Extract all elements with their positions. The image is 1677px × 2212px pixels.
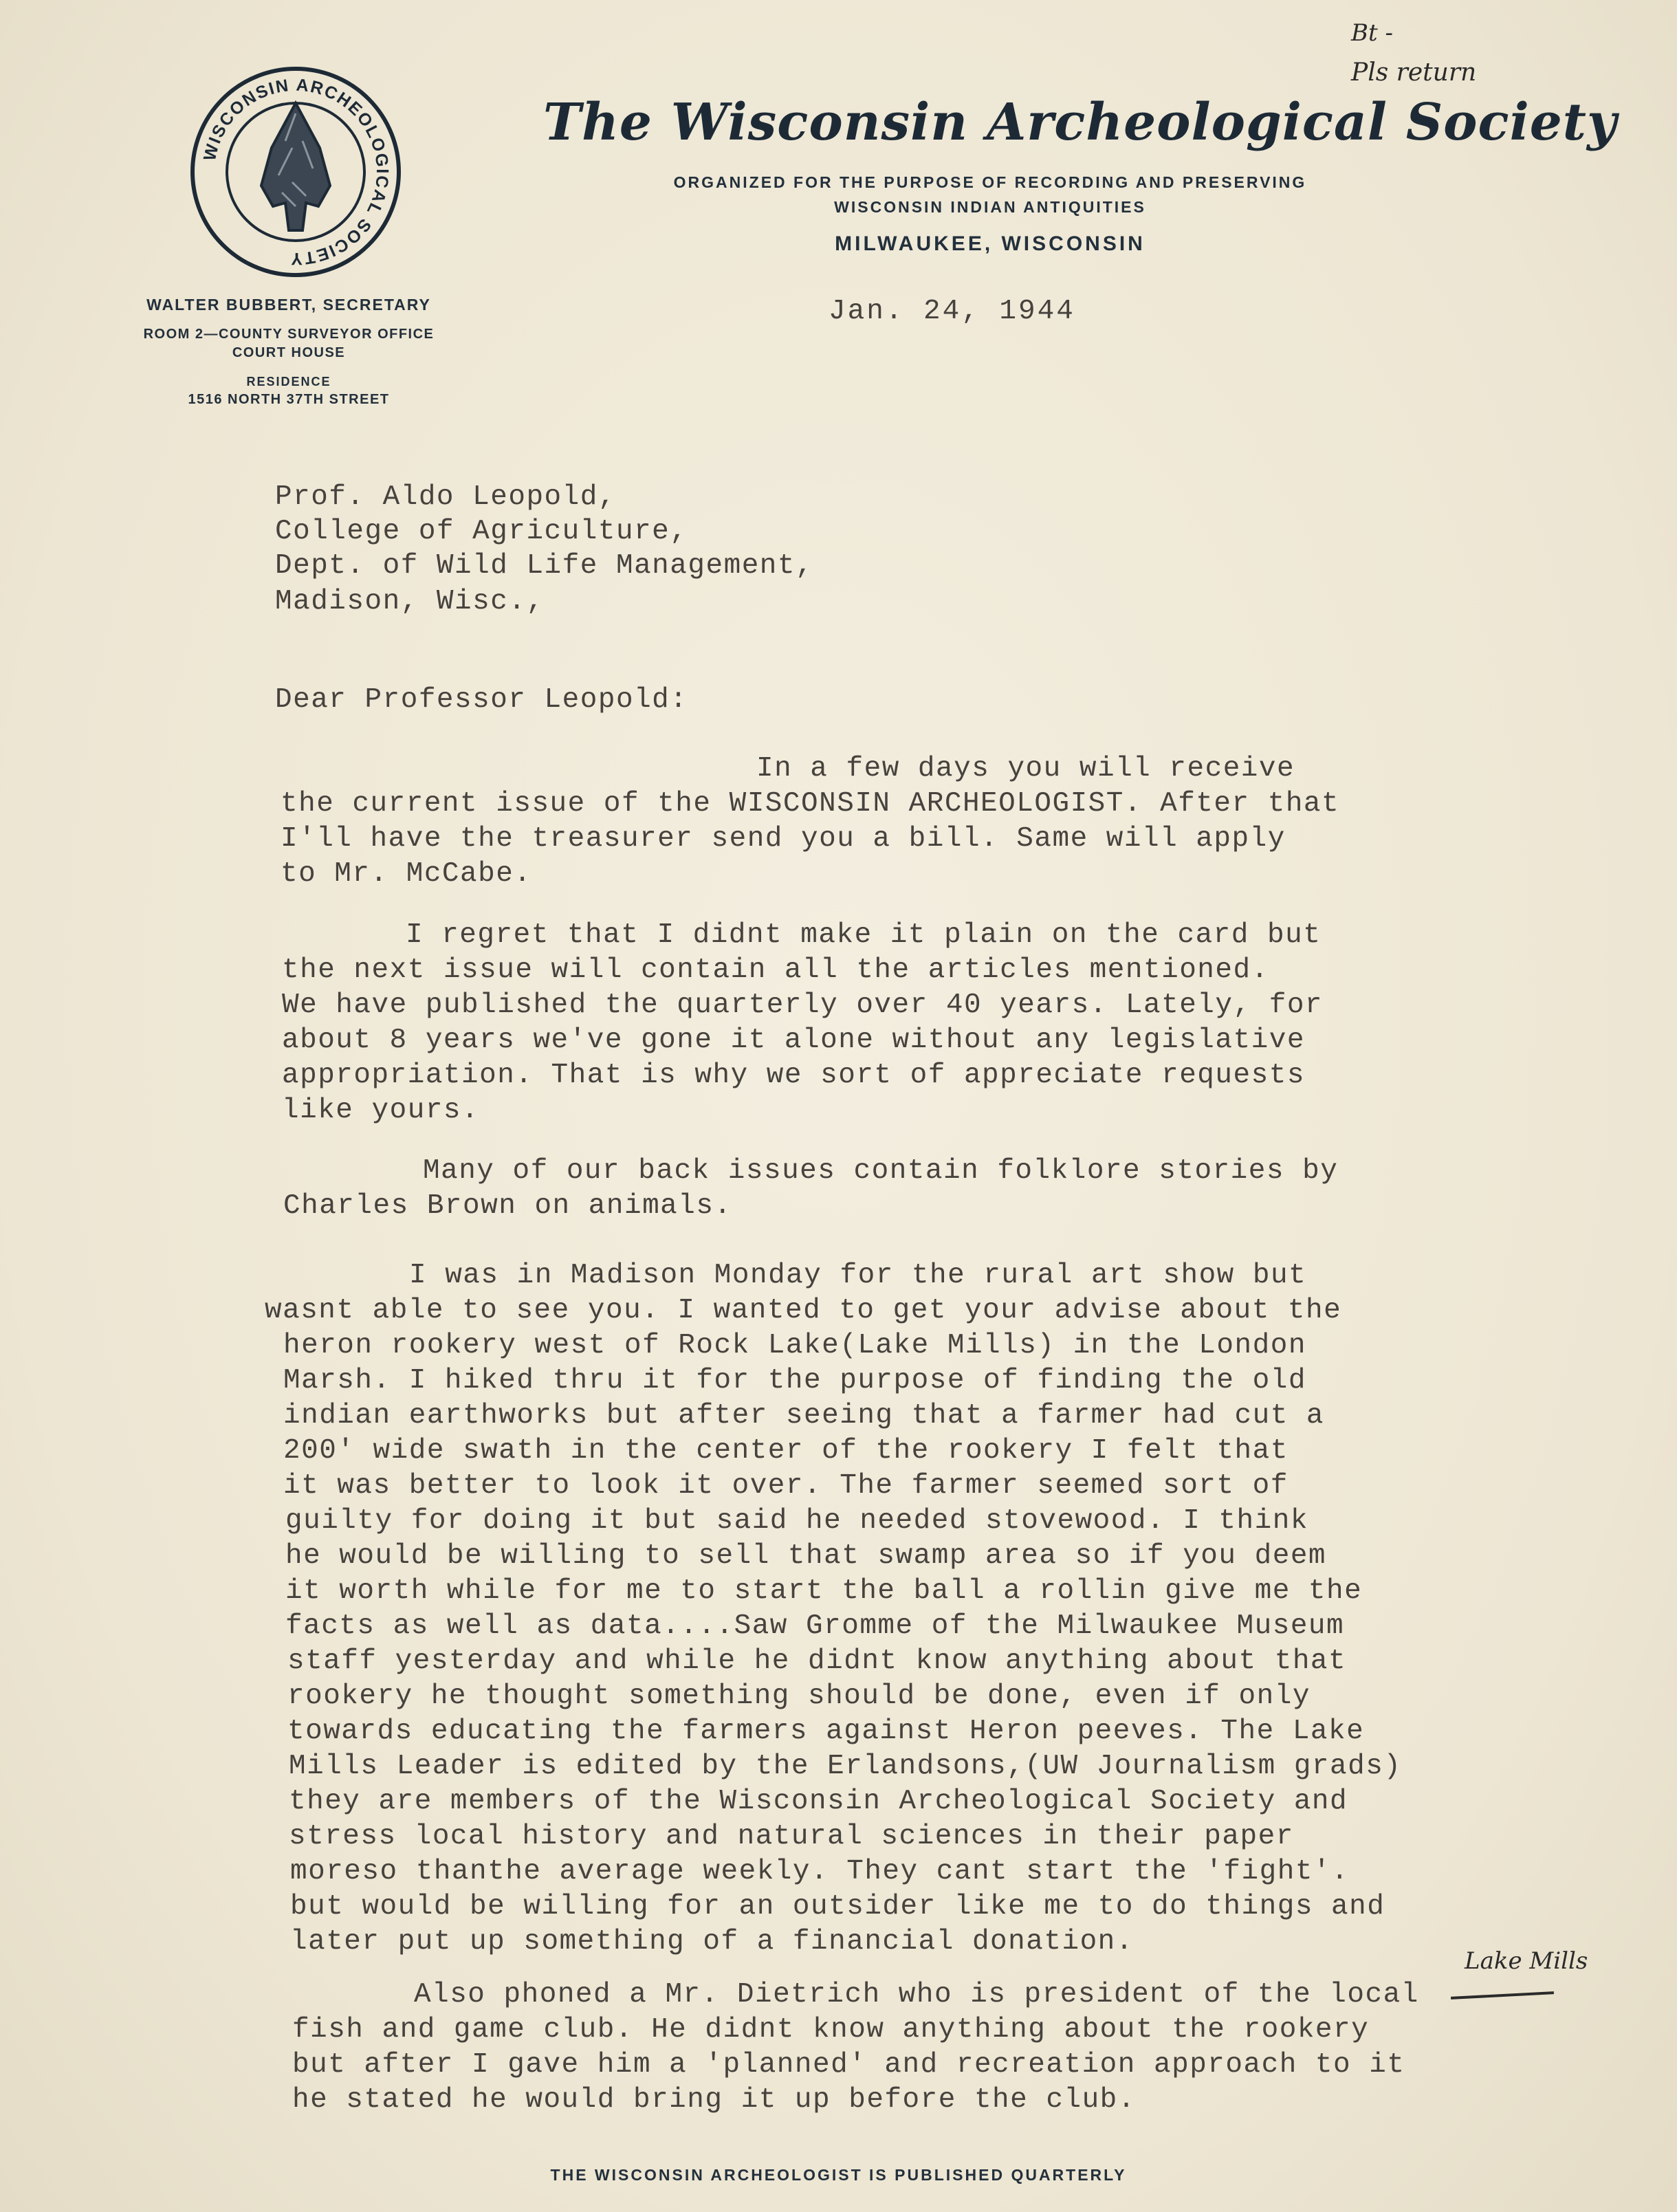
letter-line: wasnt able to see you. I wanted to get your advise about the (265, 1295, 1342, 1326)
address-line: Prof. Aldo Leopold, (275, 481, 616, 513)
residence-street: 1516 NORTH 37TH STREET (188, 392, 390, 407)
letterhead-footer: THE WISCONSIN ARCHEOLOGIST IS PUBLISHED QUARTERLY (550, 2166, 1127, 2184)
letter-line: later put up something of a financial donation. (290, 1926, 1134, 1958)
letter-line: guilty for doing it but said he needed stovewood. I think (285, 1505, 1308, 1537)
letter-line: 200' wide swath in the center of the rookery I felt that (283, 1435, 1289, 1467)
society-title: The Wisconsin Archeological Society (543, 93, 1617, 152)
seal-text: WISCONSIN ARCHEOLOGICAL SOCIETY (199, 75, 393, 269)
letter-line: rookery he thought something should be done, even if only (287, 1680, 1311, 1712)
secretary-name: WALTER BUBBERT, SECRETARY (146, 296, 431, 314)
address-line: Madison, Wisc., (275, 586, 545, 617)
letter-line: indian earthworks but after seeing that a farmer had cut a (283, 1400, 1325, 1432)
letter-line: Also phoned a Mr. Dietrich who is president of the local (414, 1979, 1419, 2011)
letterhead-purpose-line2: WISCONSIN INDIAN ANTIQUITIES (834, 198, 1146, 216)
letterhead-city: MILWAUKEE, WISCONSIN (835, 232, 1146, 255)
letter-line: I was in Madison Monday for the rural art show but (409, 1260, 1307, 1291)
letter-line: Mills Leader is edited by the Erlandsons,(UW Journalism grads) (289, 1751, 1402, 1782)
letter-line: he stated he would bring it up before the club. (292, 2084, 1136, 2116)
letter-date: Jan. 24, 1944 (829, 296, 1075, 327)
residence-label: RESIDENCE (246, 375, 331, 388)
address-line: Dept. of Wild Life Management, (275, 550, 814, 582)
letter-line: moreso thanthe average weekly. They cant start the 'fight'. (290, 1856, 1350, 1887)
handwritten-insert: Lake Mills (1465, 1947, 1588, 1975)
letter-line: In a few days you will receive (756, 753, 1295, 785)
letter-line: facts as well as data....Saw Gromme of the Milwaukee Museum (285, 1610, 1345, 1642)
letter-line: the next issue will contain all the articles mentioned. (282, 954, 1269, 986)
letter-line: it worth while for me to start the ball a rollin give me the (285, 1575, 1363, 1607)
letter-line: he would be willing to sell that swamp area so if you deem (285, 1540, 1327, 1572)
letter-line: Marsh. I hiked thru it for the purpose of finding the old (283, 1365, 1306, 1397)
letter-line: I regret that I didnt make it plain on the card but (406, 919, 1322, 951)
letter-line: staff yesterday and while he didnt know anything about that (287, 1645, 1347, 1677)
letter-line: but after I gave him a 'planned' and recreation approach to it (292, 2049, 1405, 2081)
salutation: Dear Professor Leopold: (275, 684, 688, 716)
letter-line: Many of our back issues contain folklore stories by (423, 1155, 1339, 1187)
letter-line: like yours. (282, 1095, 480, 1126)
letter-line: I'll have the treasurer send you a bill. Same will apply (281, 823, 1286, 855)
letter-line: to Mr. McCabe. (281, 858, 532, 890)
letter-line: they are members of the Wisconsin Archeological Society and (289, 1786, 1348, 1817)
society-seal (189, 65, 402, 278)
address-line: College of Agriculture, (275, 516, 688, 547)
letterhead-purpose-line1: ORGANIZED FOR THE PURPOSE OF RECORDING AND PRESERVING (673, 173, 1307, 191)
letter-line: Charles Brown on animals. (283, 1190, 732, 1222)
letter-line: appropriation. That is why we sort of appreciate requests (282, 1060, 1305, 1091)
secretary-office: ROOM 2—COUNTY SURVEYOR OFFICE (143, 327, 435, 342)
letter-line: the current issue of the WISCONSIN ARCHEOLOGIST. After that (281, 788, 1340, 820)
letter-line: about 8 years we've gone it alone without any legislative (282, 1025, 1305, 1056)
letter-line: heron rookery west of Rock Lake(Lake Mills) in the London (283, 1330, 1306, 1361)
letter-line: towards educating the farmers against Heron peeves. The Lake (287, 1716, 1365, 1747)
letter-line: We have published the quarterly over 40 years. Lately, for (282, 989, 1324, 1021)
handwritten-note-line2: Pls return (1351, 58, 1477, 87)
letter-line: but would be willing for an outsider like me to do things and (290, 1891, 1385, 1923)
handwritten-note-line1: Bt - (1351, 19, 1393, 47)
letter-line: stress local history and natural sciences in their paper (289, 1821, 1294, 1852)
secretary-building: COURT HOUSE (232, 345, 346, 360)
letter-line: it was better to look it over. The farmer seemed sort of (283, 1470, 1289, 1502)
arrowhead-icon (261, 103, 330, 230)
letter-line: fish and game club. He didnt know anything about the rookery (292, 2014, 1370, 2046)
